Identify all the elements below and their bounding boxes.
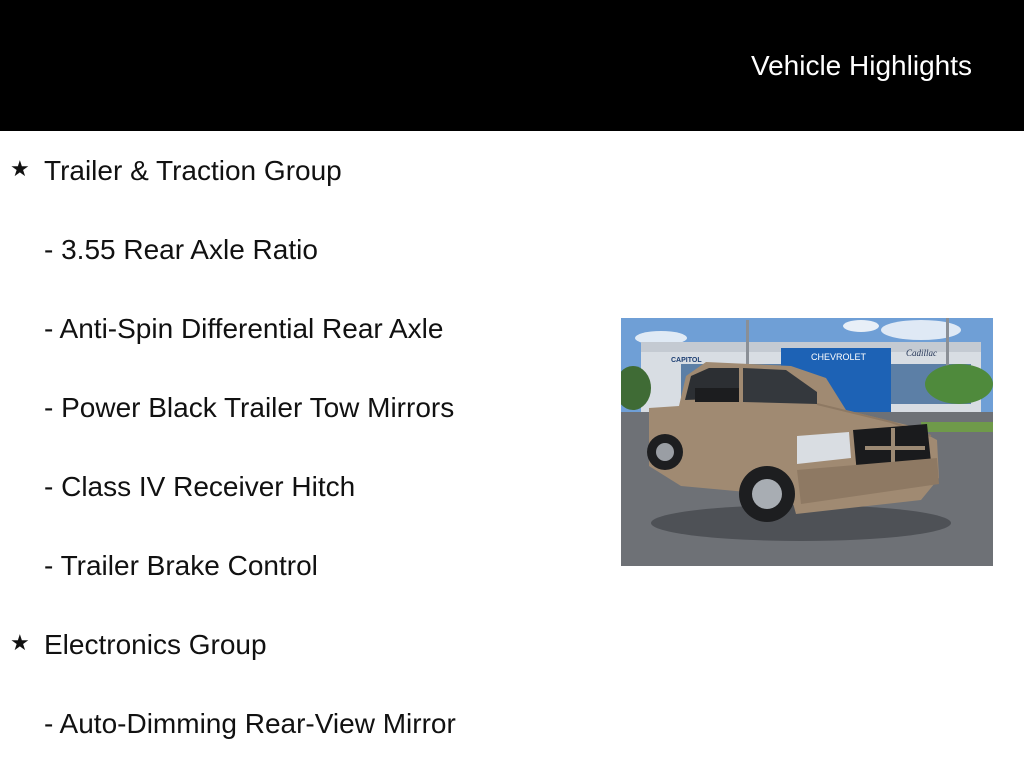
vehicle-photo[interactable]	[621, 318, 993, 566]
highlight-item-label: - Trailer Brake Control	[44, 550, 318, 581]
highlight-group-label: Trailer & Traction Group	[44, 155, 342, 186]
highlight-item-label: - Auto-Dimming Rear-View Mirror	[44, 708, 456, 739]
star-icon: ★	[10, 156, 30, 181]
highlight-item-label: - 3.55 Rear Axle Ratio	[44, 234, 318, 265]
highlight-group-label: Electronics Group	[44, 629, 267, 660]
highlight-item-label: - Class IV Receiver Hitch	[44, 471, 356, 502]
page-title: Vehicle Highlights	[750, 50, 972, 81]
highlight-item-label: - Power Black Trailer Tow Mirrors	[44, 392, 455, 423]
sign-left: CAPITOL	[671, 357, 702, 364]
header-bar	[0, 0, 1024, 131]
sign-center: CHEVROLET	[811, 352, 867, 362]
highlight-item-label: - Anti-Spin Differential Rear Axle	[44, 313, 444, 344]
sign-right: Cadillac	[906, 348, 937, 358]
star-icon: ★	[10, 630, 30, 655]
